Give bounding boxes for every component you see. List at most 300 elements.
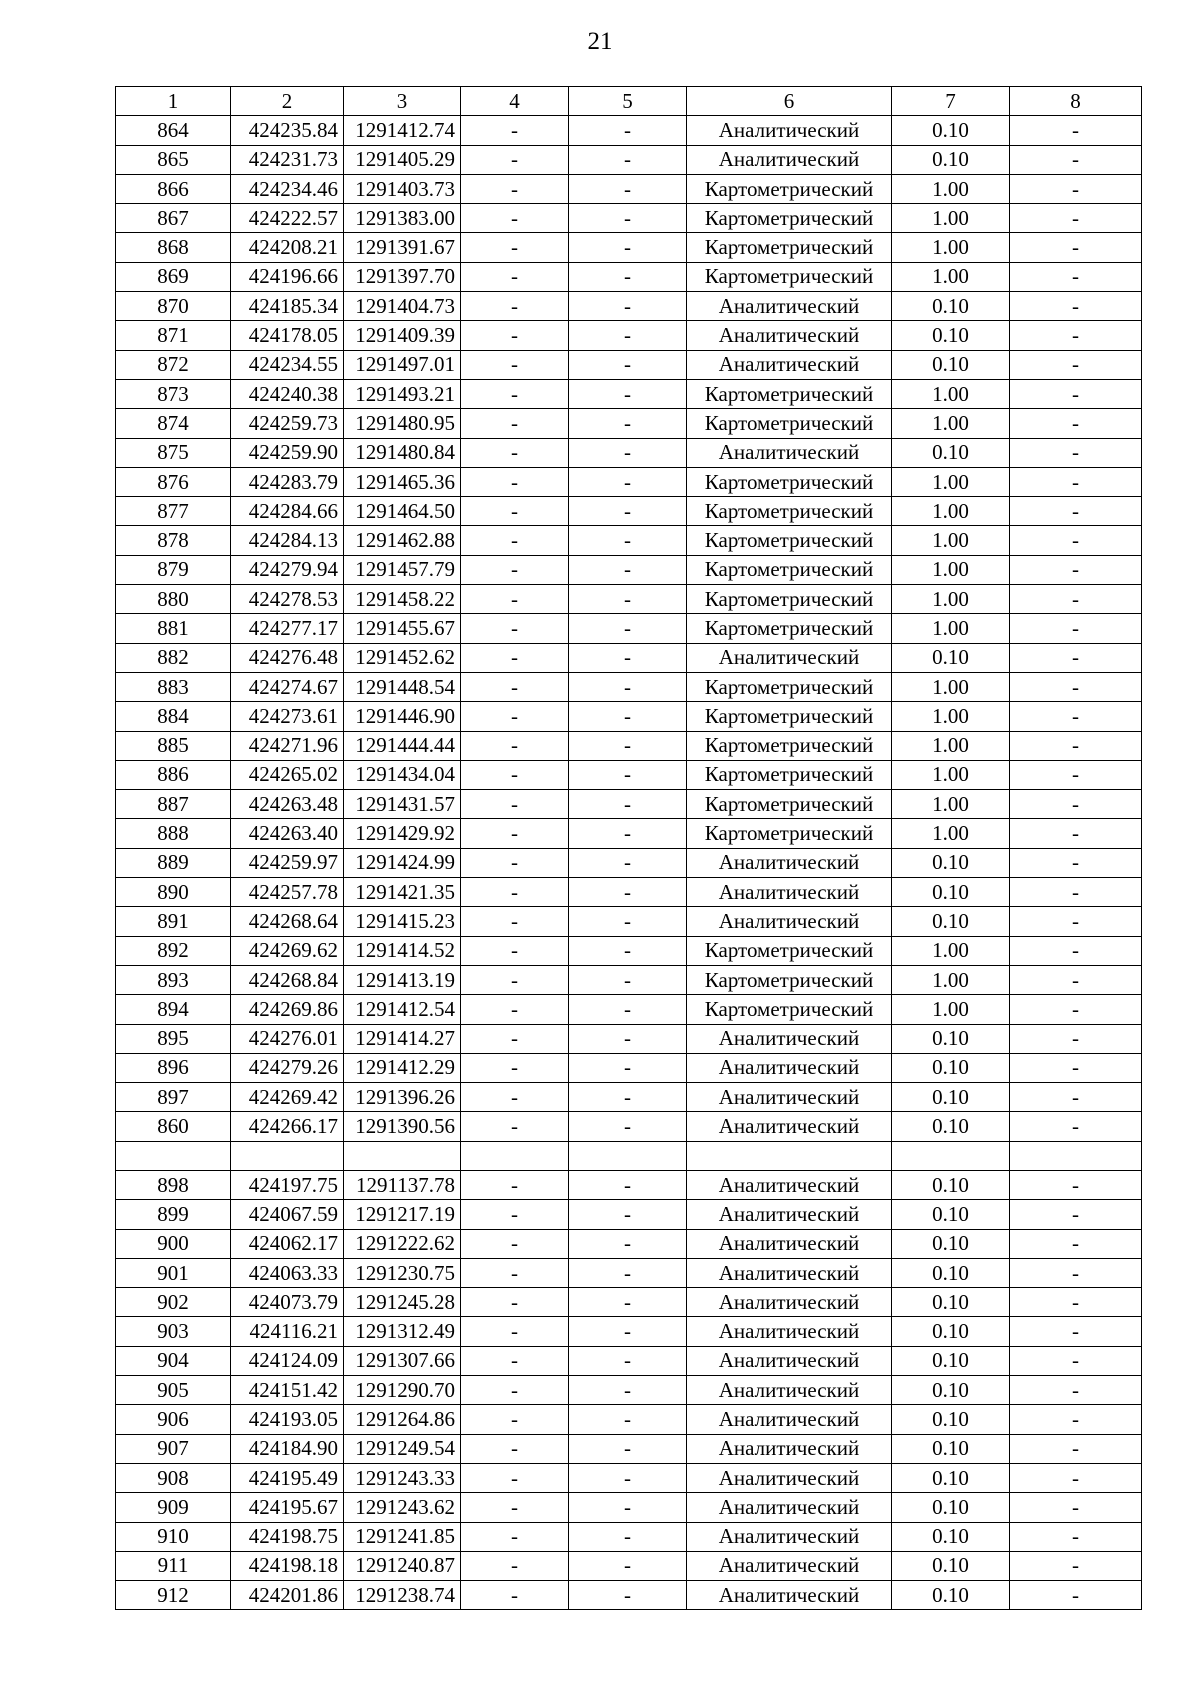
col4-cell: - <box>461 174 569 203</box>
col5-cell: - <box>569 731 687 760</box>
col4-cell: - <box>461 1229 569 1258</box>
coord-y-cell: 1291413.19 <box>344 965 461 994</box>
method-cell: Аналитический <box>687 1229 892 1258</box>
accuracy-cell: 1.00 <box>892 995 1010 1024</box>
coord-x-cell: 424274.67 <box>231 672 344 701</box>
col8-cell: - <box>1010 819 1142 848</box>
table-row <box>116 204 1142 233</box>
table-row <box>116 1346 1142 1375</box>
point-number-cell: 890 <box>116 878 231 907</box>
column-header-3: 3 <box>344 87 461 116</box>
col5-cell: - <box>569 116 687 145</box>
col5-cell: - <box>569 1551 687 1580</box>
accuracy-cell: 0.10 <box>892 1083 1010 1112</box>
coord-x-cell: 424263.48 <box>231 790 344 819</box>
coord-x-cell: 424283.79 <box>231 467 344 496</box>
col5-cell: - <box>569 438 687 467</box>
coord-y-cell: 1291414.52 <box>344 936 461 965</box>
col5-cell: - <box>569 204 687 233</box>
col4-cell: - <box>461 116 569 145</box>
coord-x-cell: 424195.49 <box>231 1463 344 1492</box>
method-cell <box>687 1141 892 1170</box>
coord-x-cell: 424277.17 <box>231 614 344 643</box>
point-number-cell: 872 <box>116 350 231 379</box>
accuracy-cell: 0.10 <box>892 1317 1010 1346</box>
col8-cell: - <box>1010 379 1142 408</box>
method-cell: Картометрический <box>687 526 892 555</box>
col5-cell: - <box>569 555 687 584</box>
col4-cell: - <box>461 819 569 848</box>
point-number-cell: 912 <box>116 1581 231 1610</box>
accuracy-cell: 1.00 <box>892 672 1010 701</box>
col4-cell: - <box>461 790 569 819</box>
coord-y-cell: 1291264.86 <box>344 1405 461 1434</box>
coord-y-cell: 1291137.78 <box>344 1170 461 1199</box>
point-number-cell: 904 <box>116 1346 231 1375</box>
point-number-cell: 881 <box>116 614 231 643</box>
col8-cell: - <box>1010 643 1142 672</box>
col5-cell: - <box>569 1376 687 1405</box>
coord-x-cell: 424073.79 <box>231 1288 344 1317</box>
coord-x-cell: 424234.46 <box>231 174 344 203</box>
method-cell: Картометрический <box>687 819 892 848</box>
point-number-cell: 876 <box>116 467 231 496</box>
col4-cell: - <box>461 379 569 408</box>
col8-cell <box>1010 1141 1142 1170</box>
col5-cell: - <box>569 790 687 819</box>
point-number-cell: 895 <box>116 1024 231 1053</box>
accuracy-cell: 1.00 <box>892 614 1010 643</box>
coord-x-cell: 424067.59 <box>231 1200 344 1229</box>
coord-x-cell: 424263.40 <box>231 819 344 848</box>
coord-x-cell: 424269.42 <box>231 1083 344 1112</box>
point-number-cell: 874 <box>116 409 231 438</box>
accuracy-cell: 0.10 <box>892 1376 1010 1405</box>
table-row <box>116 555 1142 584</box>
col4-cell: - <box>461 965 569 994</box>
method-cell: Картометрический <box>687 497 892 526</box>
col5-cell: - <box>569 321 687 350</box>
coord-x-cell: 424266.17 <box>231 1112 344 1141</box>
col8-cell: - <box>1010 467 1142 496</box>
method-cell: Картометрический <box>687 790 892 819</box>
table-row <box>116 1551 1142 1580</box>
method-cell: Аналитический <box>687 1346 892 1375</box>
col4-cell: - <box>461 526 569 555</box>
point-number-cell: 860 <box>116 1112 231 1141</box>
method-cell: Картометрический <box>687 760 892 789</box>
col4-cell: - <box>461 1463 569 1492</box>
table-row <box>116 1493 1142 1522</box>
col8-cell: - <box>1010 1522 1142 1551</box>
accuracy-cell: 0.10 <box>892 878 1010 907</box>
col4-cell: - <box>461 1405 569 1434</box>
coord-x-cell <box>231 1141 344 1170</box>
col4-cell: - <box>461 995 569 1024</box>
col5-cell: - <box>569 1346 687 1375</box>
coord-x-cell: 424222.57 <box>231 204 344 233</box>
col4-cell: - <box>461 1024 569 1053</box>
coord-y-cell: 1291240.87 <box>344 1551 461 1580</box>
table-row <box>116 1317 1142 1346</box>
table-row <box>116 350 1142 379</box>
method-cell: Аналитический <box>687 1083 892 1112</box>
coord-x-cell: 424178.05 <box>231 321 344 350</box>
coord-x-cell: 424268.84 <box>231 965 344 994</box>
table-row <box>116 819 1142 848</box>
table-row <box>116 438 1142 467</box>
method-cell: Аналитический <box>687 1317 892 1346</box>
col5-cell: - <box>569 848 687 877</box>
table-row <box>116 878 1142 907</box>
coord-y-cell: 1291397.70 <box>344 262 461 291</box>
coord-y-cell: 1291238.74 <box>344 1581 461 1610</box>
col8-cell: - <box>1010 848 1142 877</box>
col5-cell: - <box>569 995 687 1024</box>
coord-y-cell: 1291497.01 <box>344 350 461 379</box>
coord-y-cell: 1291414.27 <box>344 1024 461 1053</box>
accuracy-cell: 0.10 <box>892 1522 1010 1551</box>
col5-cell: - <box>569 1229 687 1258</box>
method-cell: Аналитический <box>687 907 892 936</box>
coord-y-cell: 1291412.29 <box>344 1053 461 1082</box>
col8-cell: - <box>1010 409 1142 438</box>
method-cell: Картометрический <box>687 409 892 438</box>
col5-cell: - <box>569 965 687 994</box>
accuracy-cell: 0.10 <box>892 1288 1010 1317</box>
coord-y-cell: 1291405.29 <box>344 145 461 174</box>
coord-y-cell: 1291241.85 <box>344 1522 461 1551</box>
col5-cell: - <box>569 614 687 643</box>
col8-cell: - <box>1010 585 1142 614</box>
coord-y-cell: 1291458.22 <box>344 585 461 614</box>
coord-x-cell: 424273.61 <box>231 702 344 731</box>
point-number-cell: 911 <box>116 1551 231 1580</box>
point-number-cell: 889 <box>116 848 231 877</box>
col8-cell: - <box>1010 1024 1142 1053</box>
table-row <box>116 116 1142 145</box>
coord-x-cell: 424276.01 <box>231 1024 344 1053</box>
coord-y-cell: 1291464.50 <box>344 497 461 526</box>
column-header-7: 7 <box>892 87 1010 116</box>
table-row <box>116 1053 1142 1082</box>
accuracy-cell: 0.10 <box>892 1258 1010 1287</box>
col5-cell: - <box>569 702 687 731</box>
col8-cell: - <box>1010 438 1142 467</box>
col4-cell: - <box>461 321 569 350</box>
col5-cell: - <box>569 1024 687 1053</box>
col4-cell: - <box>461 292 569 321</box>
col8-cell: - <box>1010 1581 1142 1610</box>
point-number-cell: 909 <box>116 1493 231 1522</box>
col5-cell: - <box>569 379 687 408</box>
coord-x-cell: 424116.21 <box>231 1317 344 1346</box>
accuracy-cell: 1.00 <box>892 585 1010 614</box>
coord-x-cell: 424235.84 <box>231 116 344 145</box>
col5-cell: - <box>569 1288 687 1317</box>
table-row <box>116 1522 1142 1551</box>
accuracy-cell: 1.00 <box>892 965 1010 994</box>
table-row <box>116 233 1142 262</box>
col4-cell: - <box>461 409 569 438</box>
coord-y-cell: 1291409.39 <box>344 321 461 350</box>
page-number: 21 <box>587 28 613 55</box>
col5-cell: - <box>569 350 687 379</box>
col5-cell <box>569 1141 687 1170</box>
point-number-cell: 883 <box>116 672 231 701</box>
accuracy-cell: 0.10 <box>892 1170 1010 1199</box>
col8-cell: - <box>1010 995 1142 1024</box>
table-row <box>116 1170 1142 1199</box>
col5-cell: - <box>569 1581 687 1610</box>
method-cell: Аналитический <box>687 321 892 350</box>
coord-y-cell: 1291412.74 <box>344 116 461 145</box>
table-row <box>116 672 1142 701</box>
col8-cell: - <box>1010 1053 1142 1082</box>
col8-cell: - <box>1010 350 1142 379</box>
coord-x-cell: 424231.73 <box>231 145 344 174</box>
col4-cell: - <box>461 1200 569 1229</box>
col4-cell: - <box>461 497 569 526</box>
accuracy-cell: 0.10 <box>892 1551 1010 1580</box>
method-cell: Картометрический <box>687 233 892 262</box>
table-row <box>116 467 1142 496</box>
method-cell: Картометрический <box>687 731 892 760</box>
table-row <box>116 614 1142 643</box>
col4-cell: - <box>461 145 569 174</box>
method-cell: Картометрический <box>687 585 892 614</box>
accuracy-cell: 0.10 <box>892 292 1010 321</box>
coord-y-cell: 1291444.44 <box>344 731 461 760</box>
col4-cell: - <box>461 643 569 672</box>
col4-cell: - <box>461 614 569 643</box>
col8-cell: - <box>1010 1229 1142 1258</box>
coord-x-cell: 424265.02 <box>231 760 344 789</box>
col8-cell: - <box>1010 1376 1142 1405</box>
point-number-cell: 871 <box>116 321 231 350</box>
point-number-cell: 905 <box>116 1376 231 1405</box>
accuracy-cell: 0.10 <box>892 1112 1010 1141</box>
coord-x-cell: 424269.62 <box>231 936 344 965</box>
method-cell: Аналитический <box>687 116 892 145</box>
table-row <box>116 409 1142 438</box>
coord-y-cell: 1291480.84 <box>344 438 461 467</box>
method-cell: Аналитический <box>687 145 892 174</box>
col8-cell: - <box>1010 1170 1142 1199</box>
point-number-cell: 899 <box>116 1200 231 1229</box>
coord-x-cell: 424201.86 <box>231 1581 344 1610</box>
point-number-cell: 864 <box>116 116 231 145</box>
col4-cell: - <box>461 467 569 496</box>
method-cell: Аналитический <box>687 438 892 467</box>
coord-y-cell: 1291245.28 <box>344 1288 461 1317</box>
column-header-6: 6 <box>687 87 892 116</box>
coord-x-cell: 424271.96 <box>231 731 344 760</box>
coord-y-cell: 1291243.33 <box>344 1463 461 1492</box>
accuracy-cell: 1.00 <box>892 819 1010 848</box>
point-number-cell: 879 <box>116 555 231 584</box>
col4-cell: - <box>461 1112 569 1141</box>
col8-cell: - <box>1010 262 1142 291</box>
table-row <box>116 965 1142 994</box>
coord-x-cell: 424259.90 <box>231 438 344 467</box>
col4-cell: - <box>461 1258 569 1287</box>
accuracy-cell: 0.10 <box>892 1346 1010 1375</box>
coord-y-cell: 1291249.54 <box>344 1434 461 1463</box>
col5-cell: - <box>569 1493 687 1522</box>
accuracy-cell: 1.00 <box>892 467 1010 496</box>
coord-x-cell: 424268.64 <box>231 907 344 936</box>
coord-y-cell: 1291421.35 <box>344 878 461 907</box>
col5-cell: - <box>569 936 687 965</box>
column-header-4: 4 <box>461 87 569 116</box>
method-cell: Аналитический <box>687 1522 892 1551</box>
col4-cell: - <box>461 262 569 291</box>
point-number-cell: 880 <box>116 585 231 614</box>
col4-cell: - <box>461 936 569 965</box>
accuracy-cell: 0.10 <box>892 1200 1010 1229</box>
accuracy-cell: 1.00 <box>892 760 1010 789</box>
accuracy-cell: 0.10 <box>892 350 1010 379</box>
table-row <box>116 790 1142 819</box>
col8-cell: - <box>1010 321 1142 350</box>
column-header-5: 5 <box>569 87 687 116</box>
point-number-cell <box>116 1141 231 1170</box>
col8-cell: - <box>1010 702 1142 731</box>
table-row <box>116 1581 1142 1610</box>
col5-cell: - <box>569 672 687 701</box>
accuracy-cell: 1.00 <box>892 262 1010 291</box>
coord-x-cell: 424062.17 <box>231 1229 344 1258</box>
coord-x-cell: 424198.75 <box>231 1522 344 1551</box>
col5-cell: - <box>569 145 687 174</box>
coord-x-cell: 424234.55 <box>231 350 344 379</box>
col8-cell: - <box>1010 760 1142 789</box>
col5-cell: - <box>569 585 687 614</box>
col8-cell: - <box>1010 1200 1142 1229</box>
method-cell: Картометрический <box>687 936 892 965</box>
point-number-cell: 867 <box>116 204 231 233</box>
point-number-cell: 901 <box>116 1258 231 1287</box>
point-number-cell: 886 <box>116 760 231 789</box>
table-row <box>116 1112 1142 1141</box>
coord-y-cell: 1291290.70 <box>344 1376 461 1405</box>
point-number-cell: 877 <box>116 497 231 526</box>
accuracy-cell: 0.10 <box>892 907 1010 936</box>
coord-y-cell: 1291493.21 <box>344 379 461 408</box>
coord-y-cell: 1291452.62 <box>344 643 461 672</box>
col4-cell: - <box>461 1170 569 1199</box>
table-row <box>116 145 1142 174</box>
coord-y-cell: 1291312.49 <box>344 1317 461 1346</box>
accuracy-cell: 1.00 <box>892 174 1010 203</box>
method-cell: Аналитический <box>687 848 892 877</box>
method-cell: Аналитический <box>687 878 892 907</box>
accuracy-cell: 0.10 <box>892 321 1010 350</box>
coord-x-cell: 424279.26 <box>231 1053 344 1082</box>
point-number-cell: 896 <box>116 1053 231 1082</box>
coord-y-cell: 1291434.04 <box>344 760 461 789</box>
coord-x-cell: 424197.75 <box>231 1170 344 1199</box>
table-row <box>116 643 1142 672</box>
method-cell: Аналитический <box>687 1405 892 1434</box>
accuracy-cell: 1.00 <box>892 555 1010 584</box>
method-cell: Картометрический <box>687 965 892 994</box>
coord-x-cell: 424184.90 <box>231 1434 344 1463</box>
accuracy-cell: 0.10 <box>892 1053 1010 1082</box>
col4-cell: - <box>461 1346 569 1375</box>
coord-x-cell: 424124.09 <box>231 1346 344 1375</box>
table-row <box>116 907 1142 936</box>
table-row <box>116 585 1142 614</box>
accuracy-cell: 0.10 <box>892 438 1010 467</box>
accuracy-cell: 0.10 <box>892 848 1010 877</box>
method-cell: Аналитический <box>687 350 892 379</box>
col8-cell: - <box>1010 497 1142 526</box>
col8-cell: - <box>1010 1463 1142 1492</box>
point-number-cell: 902 <box>116 1288 231 1317</box>
coord-y-cell: 1291431.57 <box>344 790 461 819</box>
table-row <box>116 760 1142 789</box>
col4-cell: - <box>461 760 569 789</box>
col5-cell: - <box>569 262 687 291</box>
method-cell: Картометрический <box>687 379 892 408</box>
method-cell: Картометрический <box>687 702 892 731</box>
coord-y-cell: 1291424.99 <box>344 848 461 877</box>
point-number-cell: 885 <box>116 731 231 760</box>
table-row <box>116 321 1142 350</box>
coord-x-cell: 424208.21 <box>231 233 344 262</box>
col4-cell: - <box>461 1317 569 1346</box>
table-row <box>116 262 1142 291</box>
col5-cell: - <box>569 497 687 526</box>
accuracy-cell: 0.10 <box>892 1434 1010 1463</box>
coord-y-cell: 1291243.62 <box>344 1493 461 1522</box>
method-cell: Аналитический <box>687 1170 892 1199</box>
col4-cell: - <box>461 702 569 731</box>
col5-cell: - <box>569 1317 687 1346</box>
coord-y-cell: 1291480.95 <box>344 409 461 438</box>
coord-x-cell: 424259.73 <box>231 409 344 438</box>
table-row <box>116 1258 1142 1287</box>
table-row <box>116 292 1142 321</box>
accuracy-cell: 0.10 <box>892 643 1010 672</box>
method-cell: Аналитический <box>687 1463 892 1492</box>
col5-cell: - <box>569 878 687 907</box>
col5-cell: - <box>569 526 687 555</box>
col4-cell: - <box>461 350 569 379</box>
accuracy-cell: 1.00 <box>892 204 1010 233</box>
col8-cell: - <box>1010 1288 1142 1317</box>
accuracy-cell: 0.10 <box>892 1405 1010 1434</box>
column-header-1: 1 <box>116 87 231 116</box>
col8-cell: - <box>1010 907 1142 936</box>
col5-cell: - <box>569 1083 687 1112</box>
method-cell: Аналитический <box>687 1200 892 1229</box>
point-number-cell: 884 <box>116 702 231 731</box>
col4-cell: - <box>461 878 569 907</box>
accuracy-cell: 0.10 <box>892 145 1010 174</box>
column-header-2: 2 <box>231 87 344 116</box>
col5-cell: - <box>569 1258 687 1287</box>
col5-cell: - <box>569 643 687 672</box>
col5-cell: - <box>569 1170 687 1199</box>
point-number-cell: 866 <box>116 174 231 203</box>
table-row <box>116 1288 1142 1317</box>
point-number-cell: 893 <box>116 965 231 994</box>
method-cell: Аналитический <box>687 1288 892 1317</box>
col8-cell: - <box>1010 204 1142 233</box>
